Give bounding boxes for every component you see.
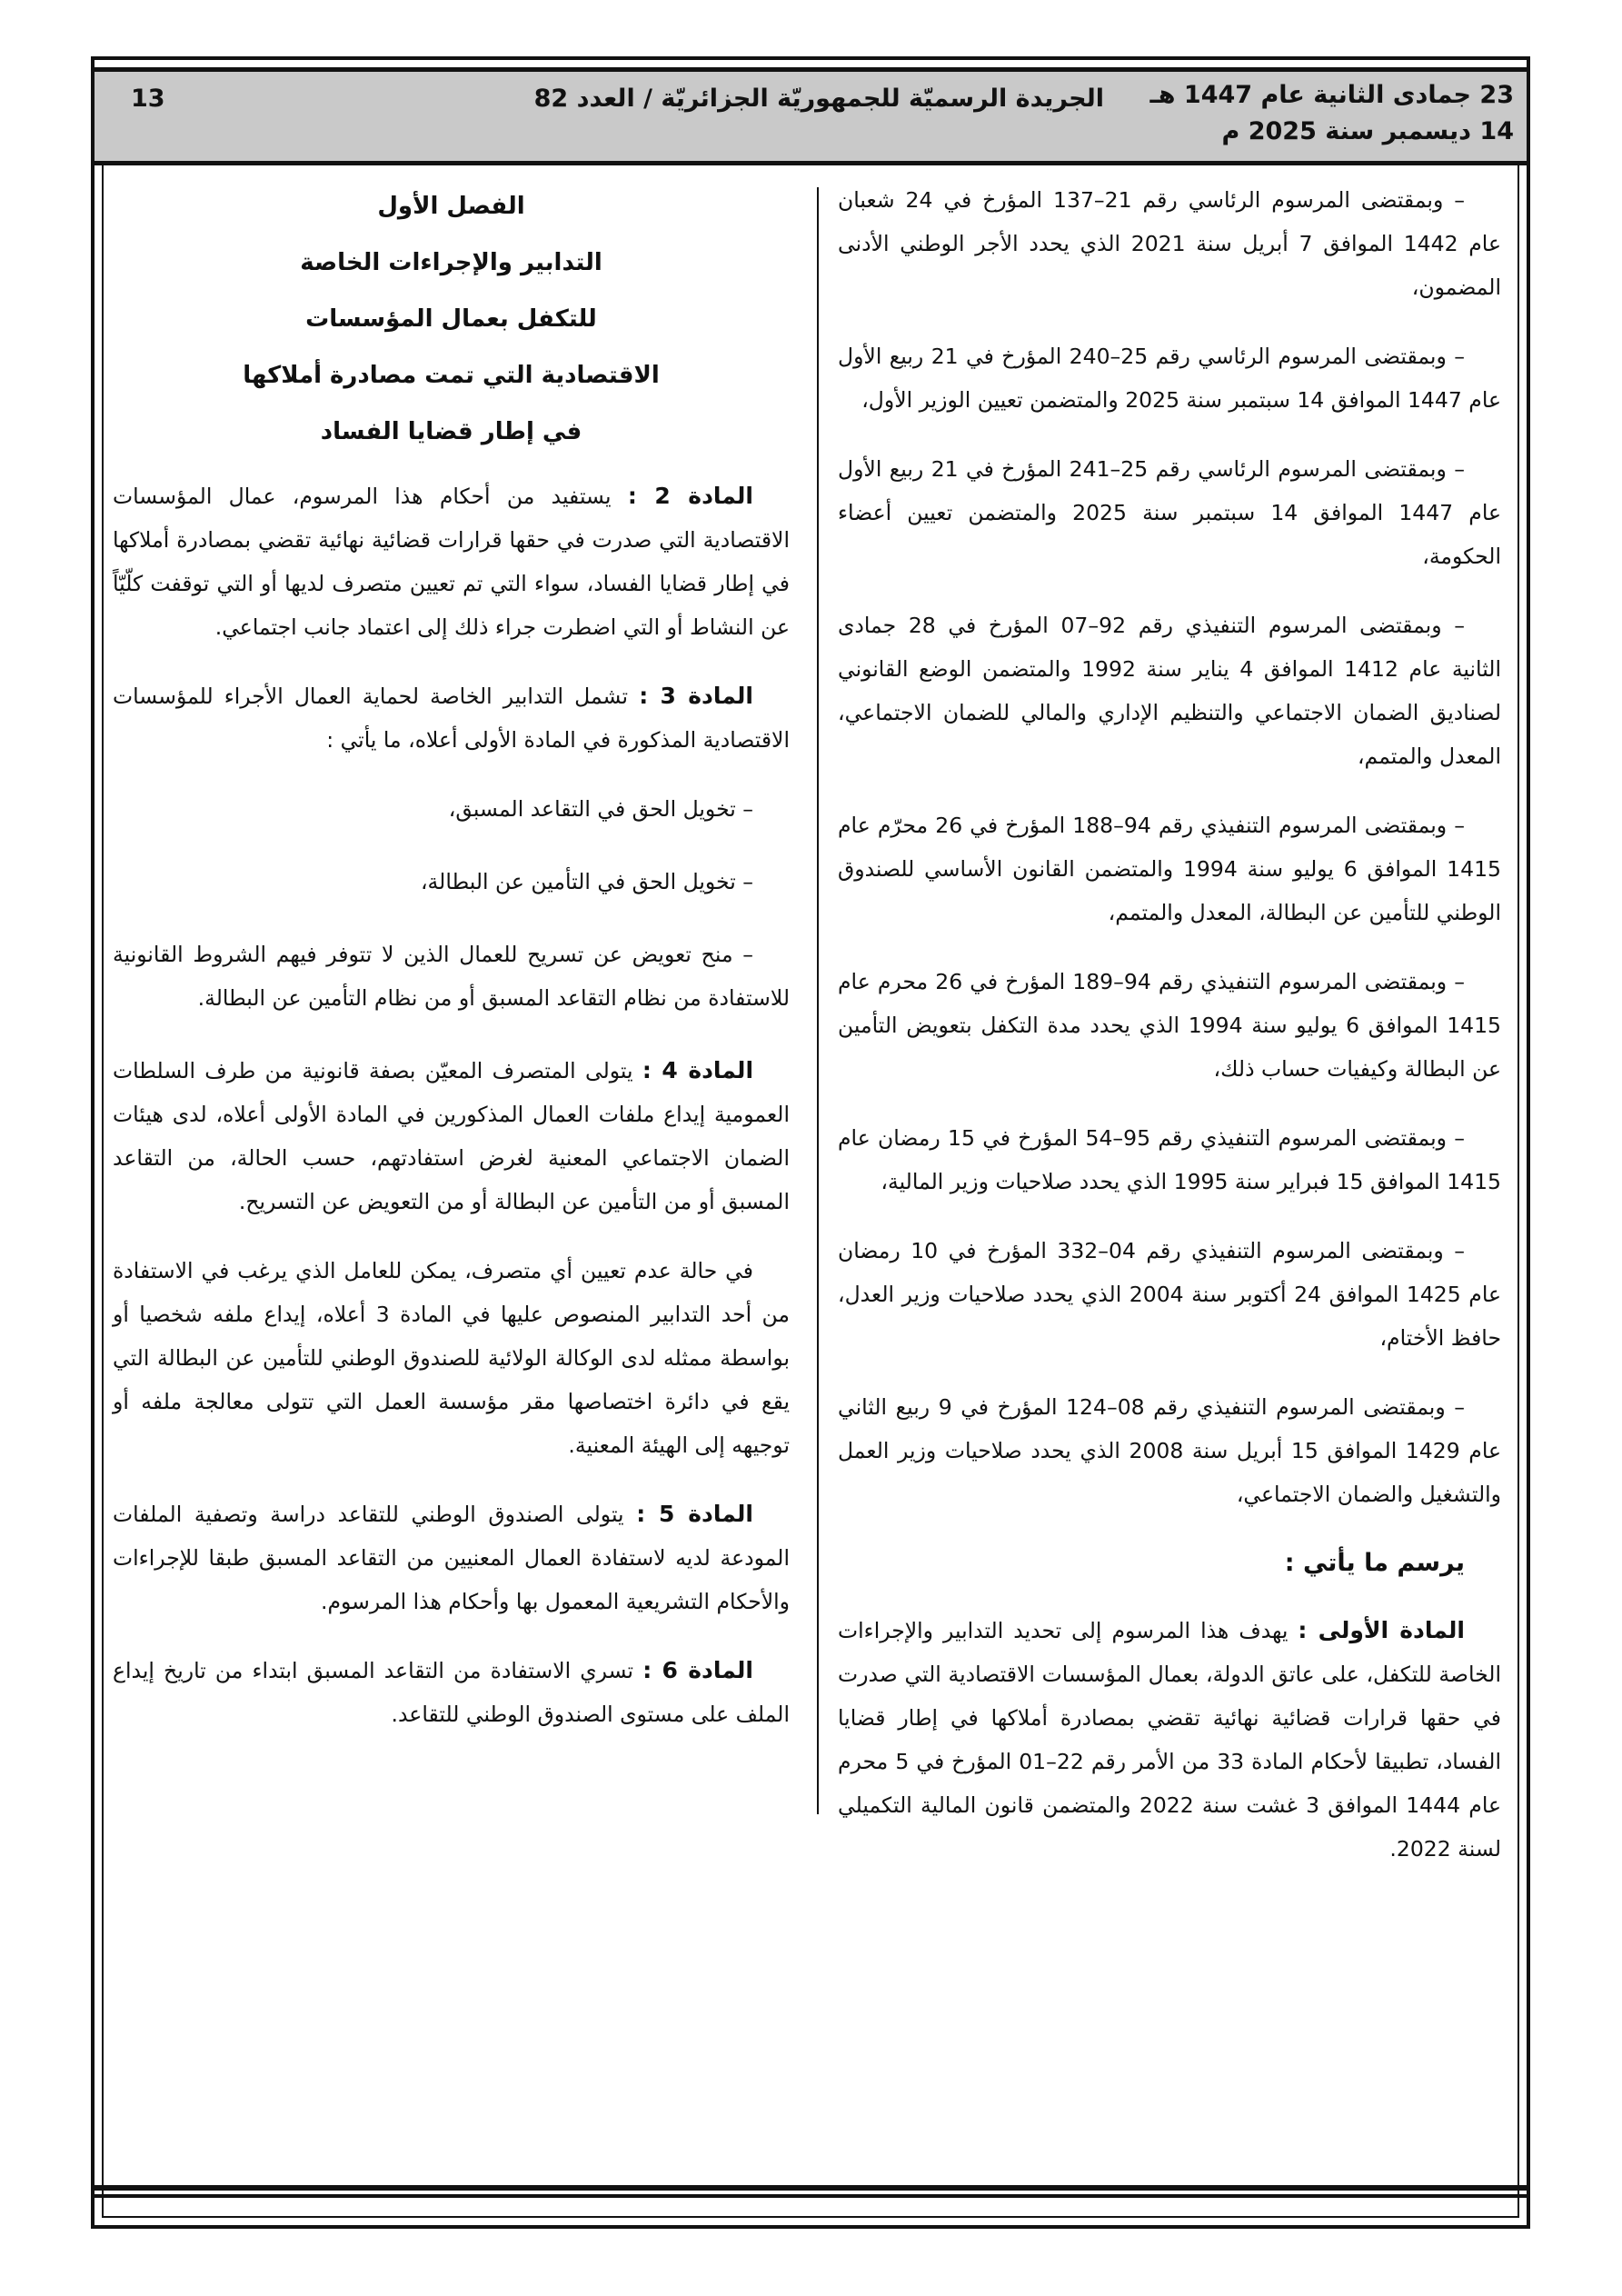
column-divider [817, 187, 819, 1814]
preamble-item: – وبمقتضى المرسوم الرئاسي رقم 25–241 المؤرخ في 21 ربيع الأول عام 1447 الموافق 14 سبتمبر سنة 2025 والمتضمن تعيين أعضاء الحكومة، [838, 456, 1502, 569]
chapter-title [113, 178, 790, 460]
article-label: المادة 6 : [642, 1657, 753, 1683]
chapter-title-line: في إطار قضايا الفساد [320, 418, 582, 445]
decree-heading: يرسم ما يأتي : [1284, 1549, 1465, 1577]
preamble-item: – وبمقتضى المرسوم التنفيذي رقم 95–54 المؤرخ في 15 رمضان عام 1415 الموافق 15 فبراير سنة 1995 الذي يحدد صلاحيات وزير المالية، [838, 1125, 1501, 1194]
article-text: يتولى الصندوق الوطني للتقاعد دراسة وتصفية الملفات المودعة لديه لاستفادة العمال المعنيين من التقاعد المسبق طبقا للإجراءات والأحكام التشريعية المعمول بها وأحكام هذا المرسوم. [113, 1502, 790, 1614]
preamble-item: – وبمقتضى المرسوم التنفيذي رقم 08–124 المؤرخ في 9 ربيع الثاني عام 1429 الموافق 15 أبريل سنة 2008 الذي يحدد صلاحيات وزير العمل والتشغيل والضمان الاجتماعي، [838, 1394, 1502, 1507]
article-4 [113, 1049, 790, 1223]
chapter-title-line: الاقتصادية التي تمت مصادرة أملاكها [243, 362, 660, 389]
preamble-item: – وبمقتضى المرسوم التنفيذي رقم 94–188 المؤرخ في 26 محرّم عام 1415 الموافق 6 يوليو سنة 1994 والمتضمن القانون الأساسي للصندوق الوطني للتأمين عن البطالة، المعدل والمتمم، [838, 813, 1501, 925]
page-frame [91, 56, 1530, 2229]
gregorian-date: 14 ديسمبر سنة 2025 م [1221, 117, 1514, 145]
article-text: يتولى المتصرف المعيّن بصفة قانونية من طرف السلطات العمومية إيداع ملفات العمال المذكورين في المادة الأولى أعلاه، لدى هيئات الضمان الاجتماعي المعنية لغرض استفادتهم، حسب الحالة، من التقاعد المسبق أو من التأمين عن البطالة أو من التعويض عن التسريح. [113, 1058, 790, 1214]
chapter-title-line: للتكفل بعمال المؤسسات [305, 305, 597, 333]
preamble-item: – وبمقتضى المرسوم التنفيذي رقم 04–332 المؤرخ في 10 رمضان عام 1425 الموافق 24 أكتوبر سنة 2004 الذي يحدد صلاحيات وزير العدل، حافظ الأختام، [838, 1238, 1502, 1351]
article-3 [113, 674, 790, 762]
header-dates [1150, 77, 1514, 150]
article-label: المادة الأولى : [1298, 1617, 1465, 1643]
bottom-double-rule [95, 2185, 1527, 2198]
left-column [113, 178, 790, 1762]
article-label: المادة 4 : [642, 1057, 754, 1083]
gazette-header [95, 67, 1527, 165]
preamble-item: – وبمقتضى المرسوم التنفيذي رقم 94–189 المؤرخ في 26 محرم عام 1415 الموافق 6 يوليو سنة 1994 الذي يحدد مدة التكفل بتعويض التأمين عن البطالة وكيفيات حساب ذلك، [838, 969, 1502, 1082]
article-3-item: – منح تعويض عن تسريح للعمال الذين لا تتوفر فيهم الشروط القانونية للاستفادة من نظام التقاعد المسبق أو من نظام التأمين عن البطالة. [113, 942, 790, 1011]
article-5 [113, 1492, 790, 1623]
gazette-title: الجريدة الرسميّة للجمهوريّة الجزائريّة / العدد 82 [533, 85, 1104, 113]
article-label: المادة 2 : [627, 483, 753, 509]
article-text: تسري الاستفادة من التقاعد المسبق ابتداء من تاريخ إيداع الملف على مستوى الصندوق الوطني للتقاعد. [113, 1658, 790, 1727]
page-number: 13 [131, 85, 165, 113]
preamble-item: – وبمقتضى المرسوم التنفيذي رقم 92–07 المؤرخ في 28 جمادى الثانية عام 1412 الموافق 4 يناير سنة 1992 والمتضمن الوضع القانوني لصناديق الضمان الاجتماعي والتنظيم الإداري والمالي للضمان الاجتماعي، المعدل والمتمم، [838, 613, 1501, 769]
article-4-paragraph-2: في حالة عدم تعيين أي متصرف، يمكن للعامل الذي يرغب في الاستفادة من أحد التدابير المنصوص عليها في المادة 3 أعلاه، إيداع ملفه شخصيا أو بواسطة ممثله لدى الوكالة الولائية للصندوق الوطني للتأمين عن البطالة التي يقع في دائرة اختصاصها مقر مؤسسة العمل التي تتولى معالجة ملفه أو توجيهه إلى الهيئة المعنية. [113, 1258, 790, 1458]
article-6 [113, 1649, 790, 1736]
hijri-date: 23 جمادى الثانية عام 1447 هـ [1149, 81, 1514, 109]
article-3-item: – تخويل الحق في التقاعد المسبق، [448, 796, 753, 822]
preamble-item: – وبمقتضى المرسوم الرئاسي رقم 21–137 المؤرخ في 24 شعبان عام 1442 الموافق 7 أبريل سنة 2021 الذي يحدد الأجر الوطني الأدنى المضمون، [838, 187, 1501, 300]
article-2 [113, 474, 790, 649]
article-text: يهدف هذا المرسوم إلى تحديد التدابير والإجراءات الخاصة للتكفل، على عاتق الدولة، بعمال المؤسسات الاقتصادية التي صدرت في حقها قرارات قضائية نهائية تقضي بمصادرة أملاكها في إطار قضايا الفساد، تطبيقا لأحكام المادة 33 من الأمر رقم 22–01 المؤرخ في 5 محرم عام 1444 الموافق 3 غشت سنة 2022 والمتضمن قانون المالية التكميلي لسنة 2022. [838, 1618, 1501, 1862]
article-1 [838, 1609, 1501, 1871]
article-text: تشمل التدابير الخاصة لحماية العمال الأجراء للمؤسسات الاقتصادية المذكورة في المادة الأولى أعلاه، ما يأتي : [113, 684, 790, 753]
article-label: المادة 3 : [639, 683, 753, 709]
chapter-title-line: الفصل الأول [377, 193, 525, 220]
chapter-title-line: التدابير والإجراءات الخاصة [300, 249, 602, 276]
article-3-item: – تخويل الحق في التأمين عن البطالة، [420, 869, 753, 894]
article-text: يستفيد من أحكام هذا المرسوم، عمال المؤسسات الاقتصادية التي صدرت في حقها قرارات قضائية نهائية تقضي بمصادرة أملاكها في إطار قضايا الفساد، سواء التي تم تعيين متصرف لديها أو التي توقفت كلّيّاً عن النشاط أو التي اضطرت جراء ذلك إلى اعتماد جانب اجتماعي. [113, 484, 790, 640]
article-label: المادة 5 : [636, 1501, 753, 1527]
right-column [838, 178, 1501, 1896]
preamble-item: – وبمقتضى المرسوم الرئاسي رقم 25–240 المؤرخ في 21 ربيع الأول عام 1447 الموافق 14 سبتمبر سنة 2025 والمتضمن تعيين الوزير الأول، [838, 344, 1501, 413]
